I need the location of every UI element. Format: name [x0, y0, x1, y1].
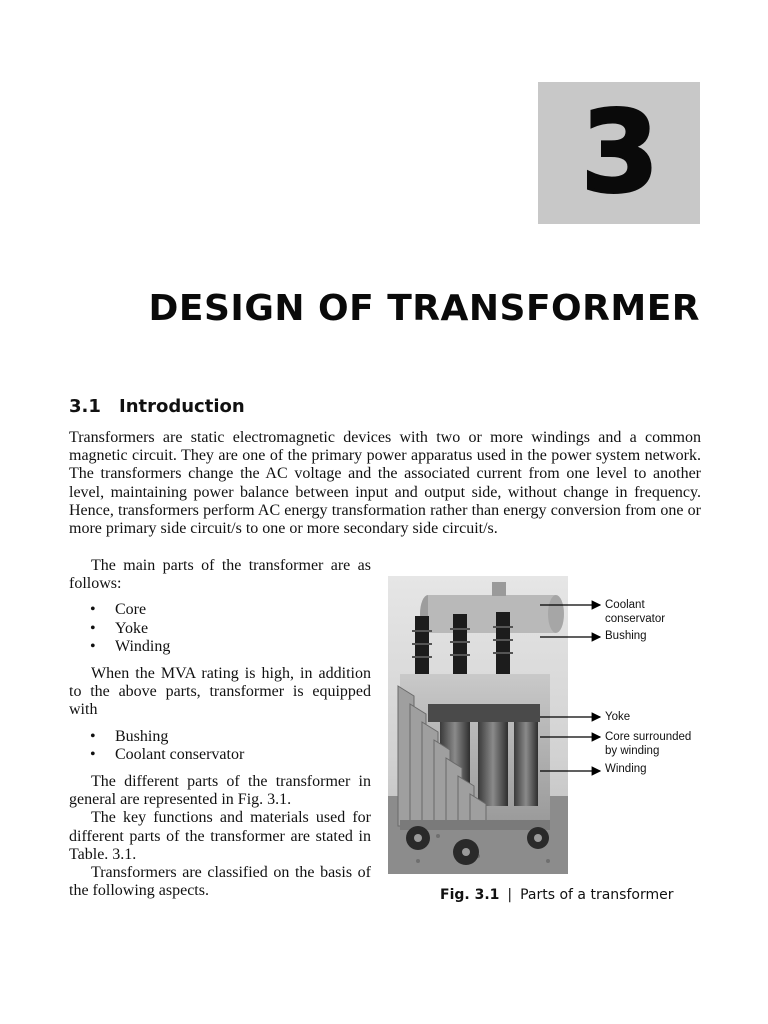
- figure-callouts: [540, 590, 710, 790]
- left-column: [69, 557, 371, 900]
- callout-bushing: Bushing: [605, 630, 647, 642]
- callout-core: Core surrounded by winding: [605, 731, 692, 757]
- list-item: • Coolant conservator: [90, 745, 245, 763]
- chapter-number: 3: [581, 88, 657, 218]
- extra-parts-list: [69, 728, 371, 764]
- bullet-icon: •: [90, 727, 96, 745]
- table-reference-paragraph: The key functions and materials used for different parts of the transformer are stated in Table. 3.1.: [69, 809, 371, 863]
- bullet-icon: •: [90, 637, 96, 655]
- classification-paragraph: Transformers are classified on the basis of the following aspects.: [69, 864, 371, 900]
- figure-caption-text: Parts of a transformer: [520, 887, 674, 903]
- list-item: • Core: [90, 601, 147, 619]
- main-parts-list: [69, 601, 371, 656]
- section-title: Introduction: [119, 396, 245, 417]
- mva-paragraph: When the MVA rating is high, in addition to the above parts, transformer is equipped with: [69, 665, 371, 719]
- intro-paragraph: Transformers are static electromagnetic devices with two or more windings and a common magnetic circuit. They are one of the primary power apparatus used in the power system network. The transformers change the AC voltage and the associated current from one level to another level, maintaining power balance between input and output side, without change in frequency. Hence, transformers perform AC energy transformation rather than energy conversion from one or more primary side circuit/s to one or more secondary side circuit/s.: [69, 429, 701, 538]
- list-item: • Winding: [90, 637, 171, 655]
- callout-yoke: Yoke: [605, 711, 631, 723]
- bullet-icon: •: [90, 619, 96, 637]
- chapter-number-box: [538, 82, 700, 224]
- chapter-title: DESIGN OF TRANSFORMER: [148, 288, 700, 329]
- section-heading: [69, 396, 245, 417]
- list-item: • Bushing: [90, 727, 169, 745]
- parts-intro-paragraph: The main parts of the transformer are as follows:: [69, 557, 371, 593]
- figure-label: Fig. 3.1: [440, 887, 500, 903]
- figure-caption: [440, 887, 673, 903]
- caption-separator: |: [507, 887, 513, 903]
- fig-reference-paragraph: The different parts of the transformer in general are represented in Fig. 3.1.: [69, 773, 371, 809]
- bullet-icon: •: [90, 745, 96, 763]
- section-number: 3.1: [69, 396, 101, 417]
- callout-coolant-conservator: Coolant conservator: [605, 599, 666, 625]
- callout-winding: Winding: [605, 763, 647, 775]
- list-item: • Yoke: [90, 619, 149, 637]
- bullet-icon: •: [90, 601, 96, 619]
